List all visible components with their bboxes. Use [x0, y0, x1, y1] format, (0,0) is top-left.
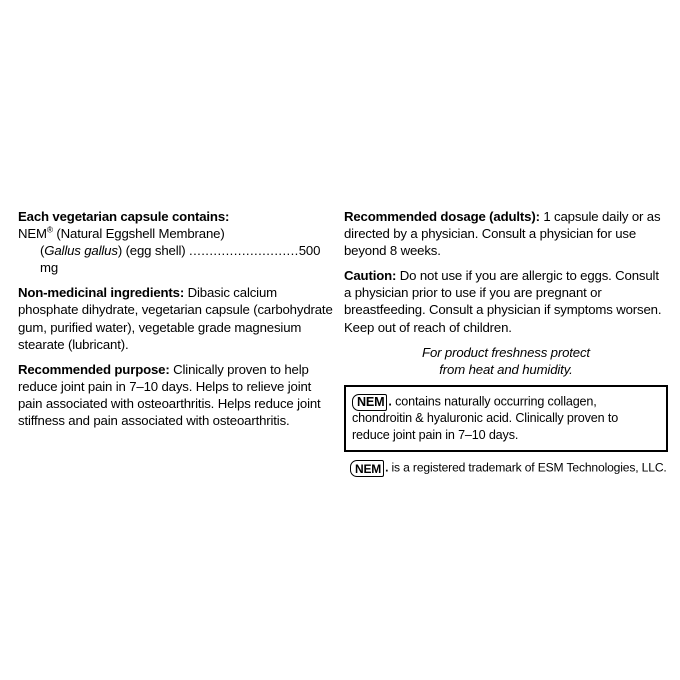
nem-claim-box [344, 385, 668, 452]
dot-leader: ........................... [189, 243, 299, 259]
directions-column [344, 208, 668, 476]
nem-logo-period-trademark: . [385, 460, 389, 475]
nem-ingredient-name: NEM [18, 226, 47, 242]
freshness-line-2: from heat and humidity. [439, 361, 573, 377]
species-paren-open: ( [40, 243, 45, 259]
species-suffix: ) (egg shell) [117, 243, 190, 259]
non-medicinal-ingredients-block [18, 284, 334, 352]
nem-logo-period: . [388, 394, 392, 409]
nem-logo-icon-trademark [350, 460, 384, 477]
recommended-dosage-label: Recommended dosage (adults): [344, 209, 540, 224]
caution-text: Do not use if you are allergic to eggs. Consult a physician prior to use if you are pregnant or breastfeeding. Consult a physician if symptoms worsen. Keep out of reach of children. [344, 268, 662, 335]
freshness-notice [344, 344, 668, 378]
nem-ingredient-full: (Natural Eggshell Membrane) [52, 226, 225, 242]
recommended-dosage-block [344, 208, 668, 259]
nem-amount: 500 mg [40, 243, 321, 276]
nem-claim-text-block [352, 393, 658, 443]
caution-block [344, 267, 668, 335]
species-binomial: Gallus gallus [44, 243, 118, 259]
label-columns [18, 208, 668, 476]
nem-logo-icon [352, 394, 387, 412]
recommended-dosage-text: 1 capsule daily or as directed by a physician. Consult a physician for use beyond 8 weeks. [344, 209, 661, 259]
registered-mark-icon: ® [46, 224, 53, 235]
trademark-notice [344, 459, 668, 476]
freshness-line-1: For product freshness protect [422, 344, 590, 360]
nem-claim-text: contains naturally occurring collagen, chondroitin & hyaluronic acid. Clinically proven to reduce joint pain in 7–10 days. [352, 394, 619, 442]
recommended-purpose-text: Clinically proven to help reduce joint pain in 7–10 days. Helps to relieve joint pain associated with osteoarthritis. Helps reduce joint stiffness and pain associated with osteoarthritis. [18, 361, 321, 429]
trademark-text: is a registered trademark of ESM Technologies, LLC. [388, 460, 667, 475]
recommended-purpose-label: Recommended purpose: [18, 361, 170, 377]
caution-label: Caution: [344, 268, 397, 284]
nem-logo-text-trademark: NEM [355, 461, 382, 476]
capsule-contents-block [18, 208, 334, 276]
non-medicinal-label: Non-medicinal ingredients: [18, 285, 185, 301]
species-amount-row [18, 242, 334, 276]
ingredients-column [18, 208, 344, 429]
recommended-purpose-block [18, 361, 334, 429]
nem-logo-text: NEM [357, 395, 385, 410]
capsule-contents-heading: Each vegetarian capsule contains: [18, 209, 230, 224]
non-medicinal-text: Dibasic calcium phosphate dihydrate, vegetarian capsule (carbohydrate gum, purified water), vegetable grade magnesium stearate (lubricant). [18, 285, 333, 352]
